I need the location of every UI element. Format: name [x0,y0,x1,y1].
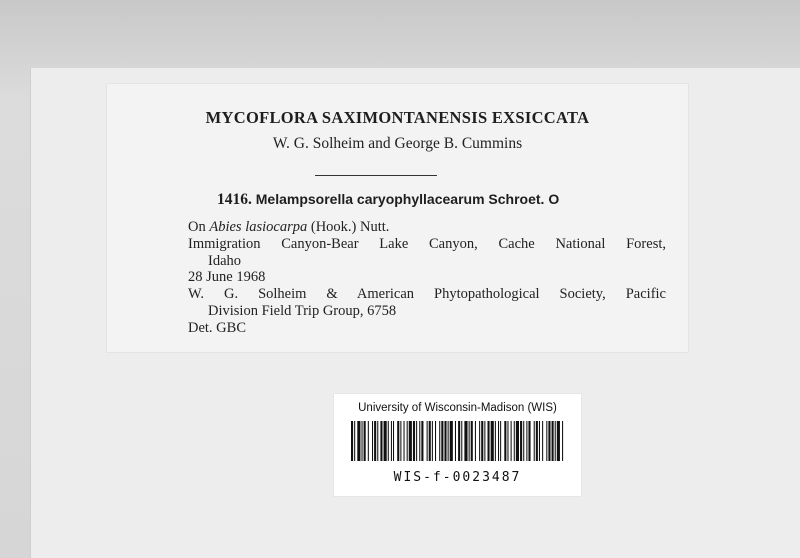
barcode-bar [362,421,363,461]
barcode-bar [455,421,456,461]
species-name: Melampsorella caryophyllacearum Schroet. O [255,191,560,207]
barcode-institution: University of Wisconsin-Madison (WIS) [358,402,557,414]
barcode-bar [444,421,446,461]
barcode-bar [407,421,408,461]
barcode-bar [404,421,405,461]
barcode-bar [427,421,428,461]
barcode-bar [393,421,394,461]
barcode-bar [400,421,401,461]
barcode-bar [388,421,389,461]
barcode-bar [391,421,392,461]
barcode-bar [520,421,522,461]
barcode-bar [475,421,476,461]
barcode-bar [397,421,399,461]
species-line [217,191,657,209]
locality-line-2: Idaho [208,252,242,269]
barcode-bar [441,421,443,461]
barcode-bar [464,421,467,461]
barcode-bar [354,421,355,461]
label-body [188,219,666,337]
divider-rule [315,175,437,176]
barcode-bar [498,421,499,461]
host-authority: (Hook.) Nutt. [307,219,390,235]
barcode-bar [409,421,412,461]
barcode-bar [421,421,423,461]
barcode-bar [542,421,543,461]
barcode-bar [435,421,436,461]
host-line [188,219,666,236]
barcode-bar [552,421,554,461]
barcode-bar [555,421,556,461]
label-title: MYCOFLORA SAXIMONTANENSIS EXSICCATA [205,108,590,127]
barcode-bar [351,421,353,461]
barcode-bar [416,421,417,461]
barcode-bar [488,421,490,461]
barcode-bar [495,421,496,461]
barcode-bar [384,421,387,461]
barcode-bar [528,421,530,461]
determiner: Det. GBC [188,319,246,336]
barcode-bar [450,421,453,461]
barcode-bar [374,421,376,461]
barcode-bar [439,421,440,461]
host-prefix: On [188,219,210,235]
barcode-bar [448,421,449,461]
barcode-bar [461,421,462,461]
barcode-bar [372,421,373,461]
barcode-bar [546,421,547,461]
barcode-bar [539,421,540,461]
barcode-bar [469,421,470,461]
barcode-bar [514,421,515,461]
specimen-label [107,84,688,352]
barcode-bar [484,421,485,461]
collection-date: 28 June 1968 [188,269,266,286]
barcode-bar [536,421,538,461]
barcode-bar [429,421,431,461]
barcode-bar [511,421,512,461]
barcode-bar [432,421,433,461]
barcode-label [333,393,582,497]
label-authors: W. G. Solheim and George B. Cummins [272,135,523,152]
barcode-bar [458,421,460,461]
barcode-bar [357,421,360,461]
barcode-bars [351,421,564,461]
barcode-bar [504,421,506,461]
barcode-bar [557,421,560,461]
barcode-bar [481,421,483,461]
locality-line: Immigration Canyon-Bear Lake Canyon, Cache National Forest, [188,235,666,252]
barcode-bar [471,421,473,461]
barcode-bar [491,421,494,461]
barcode-bar [377,421,378,461]
barcode-bar [368,421,369,461]
barcode-bar [380,421,382,461]
barcode-bar [523,421,524,461]
host-name: Abies lasiocarpa [209,219,308,235]
barcode-bar [526,421,527,461]
collector-line-2: Division Field Trip Group, 6758 [208,302,397,319]
barcode-bar [364,421,366,461]
barcode-number: WIS-f-0023487 [393,470,522,485]
barcode-bar [548,421,550,461]
barcode-bar [507,421,508,461]
barcode-bar [516,421,519,461]
barcode-bar [562,421,563,461]
specimen-number: 1416. [217,191,252,208]
barcode-bar [534,421,535,461]
barcode-bar [413,421,415,461]
barcode-bar [479,421,480,461]
collector-line: W. G. Solheim & American Phytopathological Society, Pacific [188,286,666,303]
barcode-bar [500,421,501,461]
barcode-bar [419,421,420,461]
